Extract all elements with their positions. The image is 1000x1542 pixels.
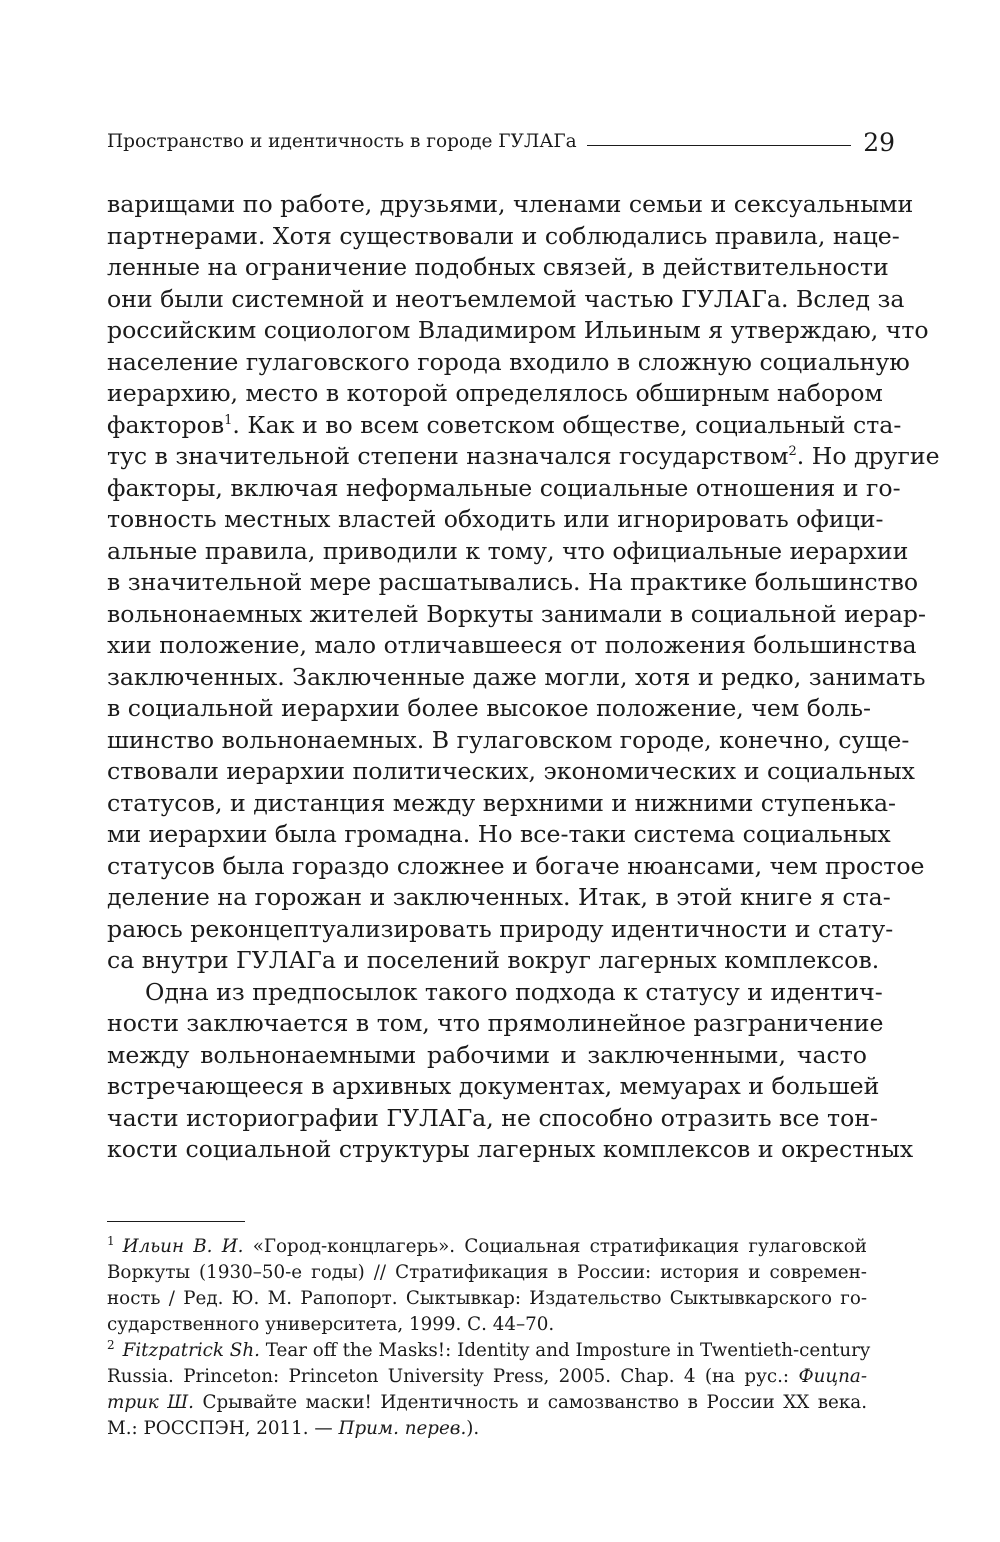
footnote-text: М.: РОССПЭН, 2011. — <box>107 1418 339 1439</box>
running-head-title: Пространство и идентичность в городе ГУЛАГа <box>107 130 577 152</box>
text-line: между вольнонаемными рабочими и заключенными, часто <box>107 1040 867 1069</box>
text-line: части историографии ГУЛАГа, не способно отразить все тон- <box>107 1103 878 1132</box>
text-line: встречающееся в архивных документах, мемуарах и большей <box>107 1072 880 1100</box>
footnote-author-ru: трик Ш. <box>107 1392 194 1413</box>
footnote-line <box>107 1390 867 1416</box>
text-line: хии положение, мало отличавшееся от положения большинства <box>107 631 917 659</box>
running-head-rule <box>587 145 852 146</box>
footnote-line: ность / Ред. Ю. М. Рапопорт. Сыктывкар: Издательство Сыктывкарского го- <box>107 1288 867 1309</box>
text-line: факторы, включая неформальные социальные отношения и го- <box>107 473 901 502</box>
running-head <box>107 121 895 155</box>
text-line: деление на горожан и заключенных. Итак, в этой книге я ста- <box>107 883 891 911</box>
text-line: население гулаговского города входило в сложную социальную <box>107 347 910 376</box>
footnote-author: Fitzpatrick Sh. <box>122 1340 260 1361</box>
text-segment: факторов <box>107 410 225 439</box>
footnote-text: Russia. Princeton: Princeton University Press, 2005. Chap. 4 (на рус.: <box>107 1366 799 1387</box>
text-line <box>107 441 940 473</box>
text-line: ствовали иерархии политических, экономических и социальных <box>107 757 915 785</box>
text-line: варищами по работе, друзьями, членами семьи и сексуальными <box>107 190 914 218</box>
text-line: в социальной иерархии более высокое положение, чем боль- <box>107 694 871 722</box>
body-text <box>107 189 940 1166</box>
text-segment: . Как и во всем советском обществе, социальный ста- <box>232 410 902 439</box>
footnote-text: «Город-концлагерь». Социальная стратификация гулаговской <box>243 1236 867 1257</box>
text-line: альные правила, приводили к тому, что официальные иерархии <box>107 536 909 565</box>
translator-note: Прим. перев. <box>338 1418 467 1439</box>
text-line: шинство вольнонаемных. В гулаговском городе, конечно, суще- <box>107 725 910 754</box>
text-line: российским социологом Владимиром Ильиным я утверждаю, что <box>107 316 929 344</box>
text-segment: . Но другие <box>796 442 940 470</box>
text-line: товность местных властей обходить или игнорировать офици- <box>107 505 884 533</box>
footnote-ref-2[interactable]: 2 <box>788 444 797 460</box>
text-line: заключенных. Заключенные даже могли, хотя и редко, занимать <box>107 662 926 691</box>
footnote-text: ). <box>466 1418 480 1439</box>
footnote-line: сударственного университета, 1999. С. 44–70. <box>107 1314 555 1335</box>
text-line: статусов, и дистанция между верхними и нижними ступенька- <box>107 788 896 817</box>
text-line <box>107 410 902 442</box>
footnotes <box>107 1233 871 1442</box>
footnote-line <box>107 1364 867 1390</box>
footnote-text: Срывайте маски! Идентичность и самозванство в России XX века. <box>193 1392 868 1413</box>
footnote-1 <box>107 1234 867 1260</box>
text-line: иерархию, место в которой определялось обширным набором <box>107 379 883 407</box>
text-line: кости социальной структуры лагерных комплексов и окрестных <box>107 1135 914 1163</box>
footnote-author: Ильин В. И. <box>122 1236 244 1257</box>
text-line: они были системной и неотъемлемой частью ГУЛАГа. Вслед за <box>107 284 905 313</box>
footnote-line <box>107 1416 867 1442</box>
footnote-2 <box>107 1337 871 1364</box>
text-line: Одна из предпосылок такого подхода к статусу и идентич- <box>145 977 883 1006</box>
footnote-text: Tear off the Masks!: Identity and Imposture in Twentieth-century <box>259 1340 871 1361</box>
text-line: раюсь реконцептуализировать природу идентичности и стату- <box>107 914 894 943</box>
text-line: статусов была гораздо сложнее и богаче нюансами, чем простое <box>107 851 925 880</box>
footnote-author-ru: Фицпа- <box>798 1366 867 1387</box>
text-line: ми иерархии была громадна. Но все-таки система социальных <box>107 820 891 848</box>
text-line: ности заключается в том, что прямолинейное разграничение <box>107 1009 884 1037</box>
text-line: в значительной мере расшатывались. На практике большинство <box>107 568 919 596</box>
footnote-line: Воркуты (1930–50-е годы) // Стратификация в России: история и современ- <box>107 1262 867 1283</box>
footnote-mark: 2 <box>107 1337 115 1352</box>
page-number: 29 <box>863 128 895 157</box>
text-line: вольнонаемных жителей Воркуты занимали в социальной иерар- <box>107 599 926 628</box>
footnote-mark: 1 <box>107 1233 115 1248</box>
text-segment: тус в значительной степени назначался государством <box>107 442 789 470</box>
footnote-ref-1[interactable]: 1 <box>224 412 233 428</box>
footnote-separator <box>107 1221 245 1222</box>
text-line: партнерами. Хотя существовали и соблюдались правила, наце- <box>107 221 900 250</box>
text-line: са внутри ГУЛАГа и поселений вокруг лагерных комплексов. <box>107 946 880 974</box>
text-line: ленные на ограничение подобных связей, в действительности <box>107 253 889 281</box>
